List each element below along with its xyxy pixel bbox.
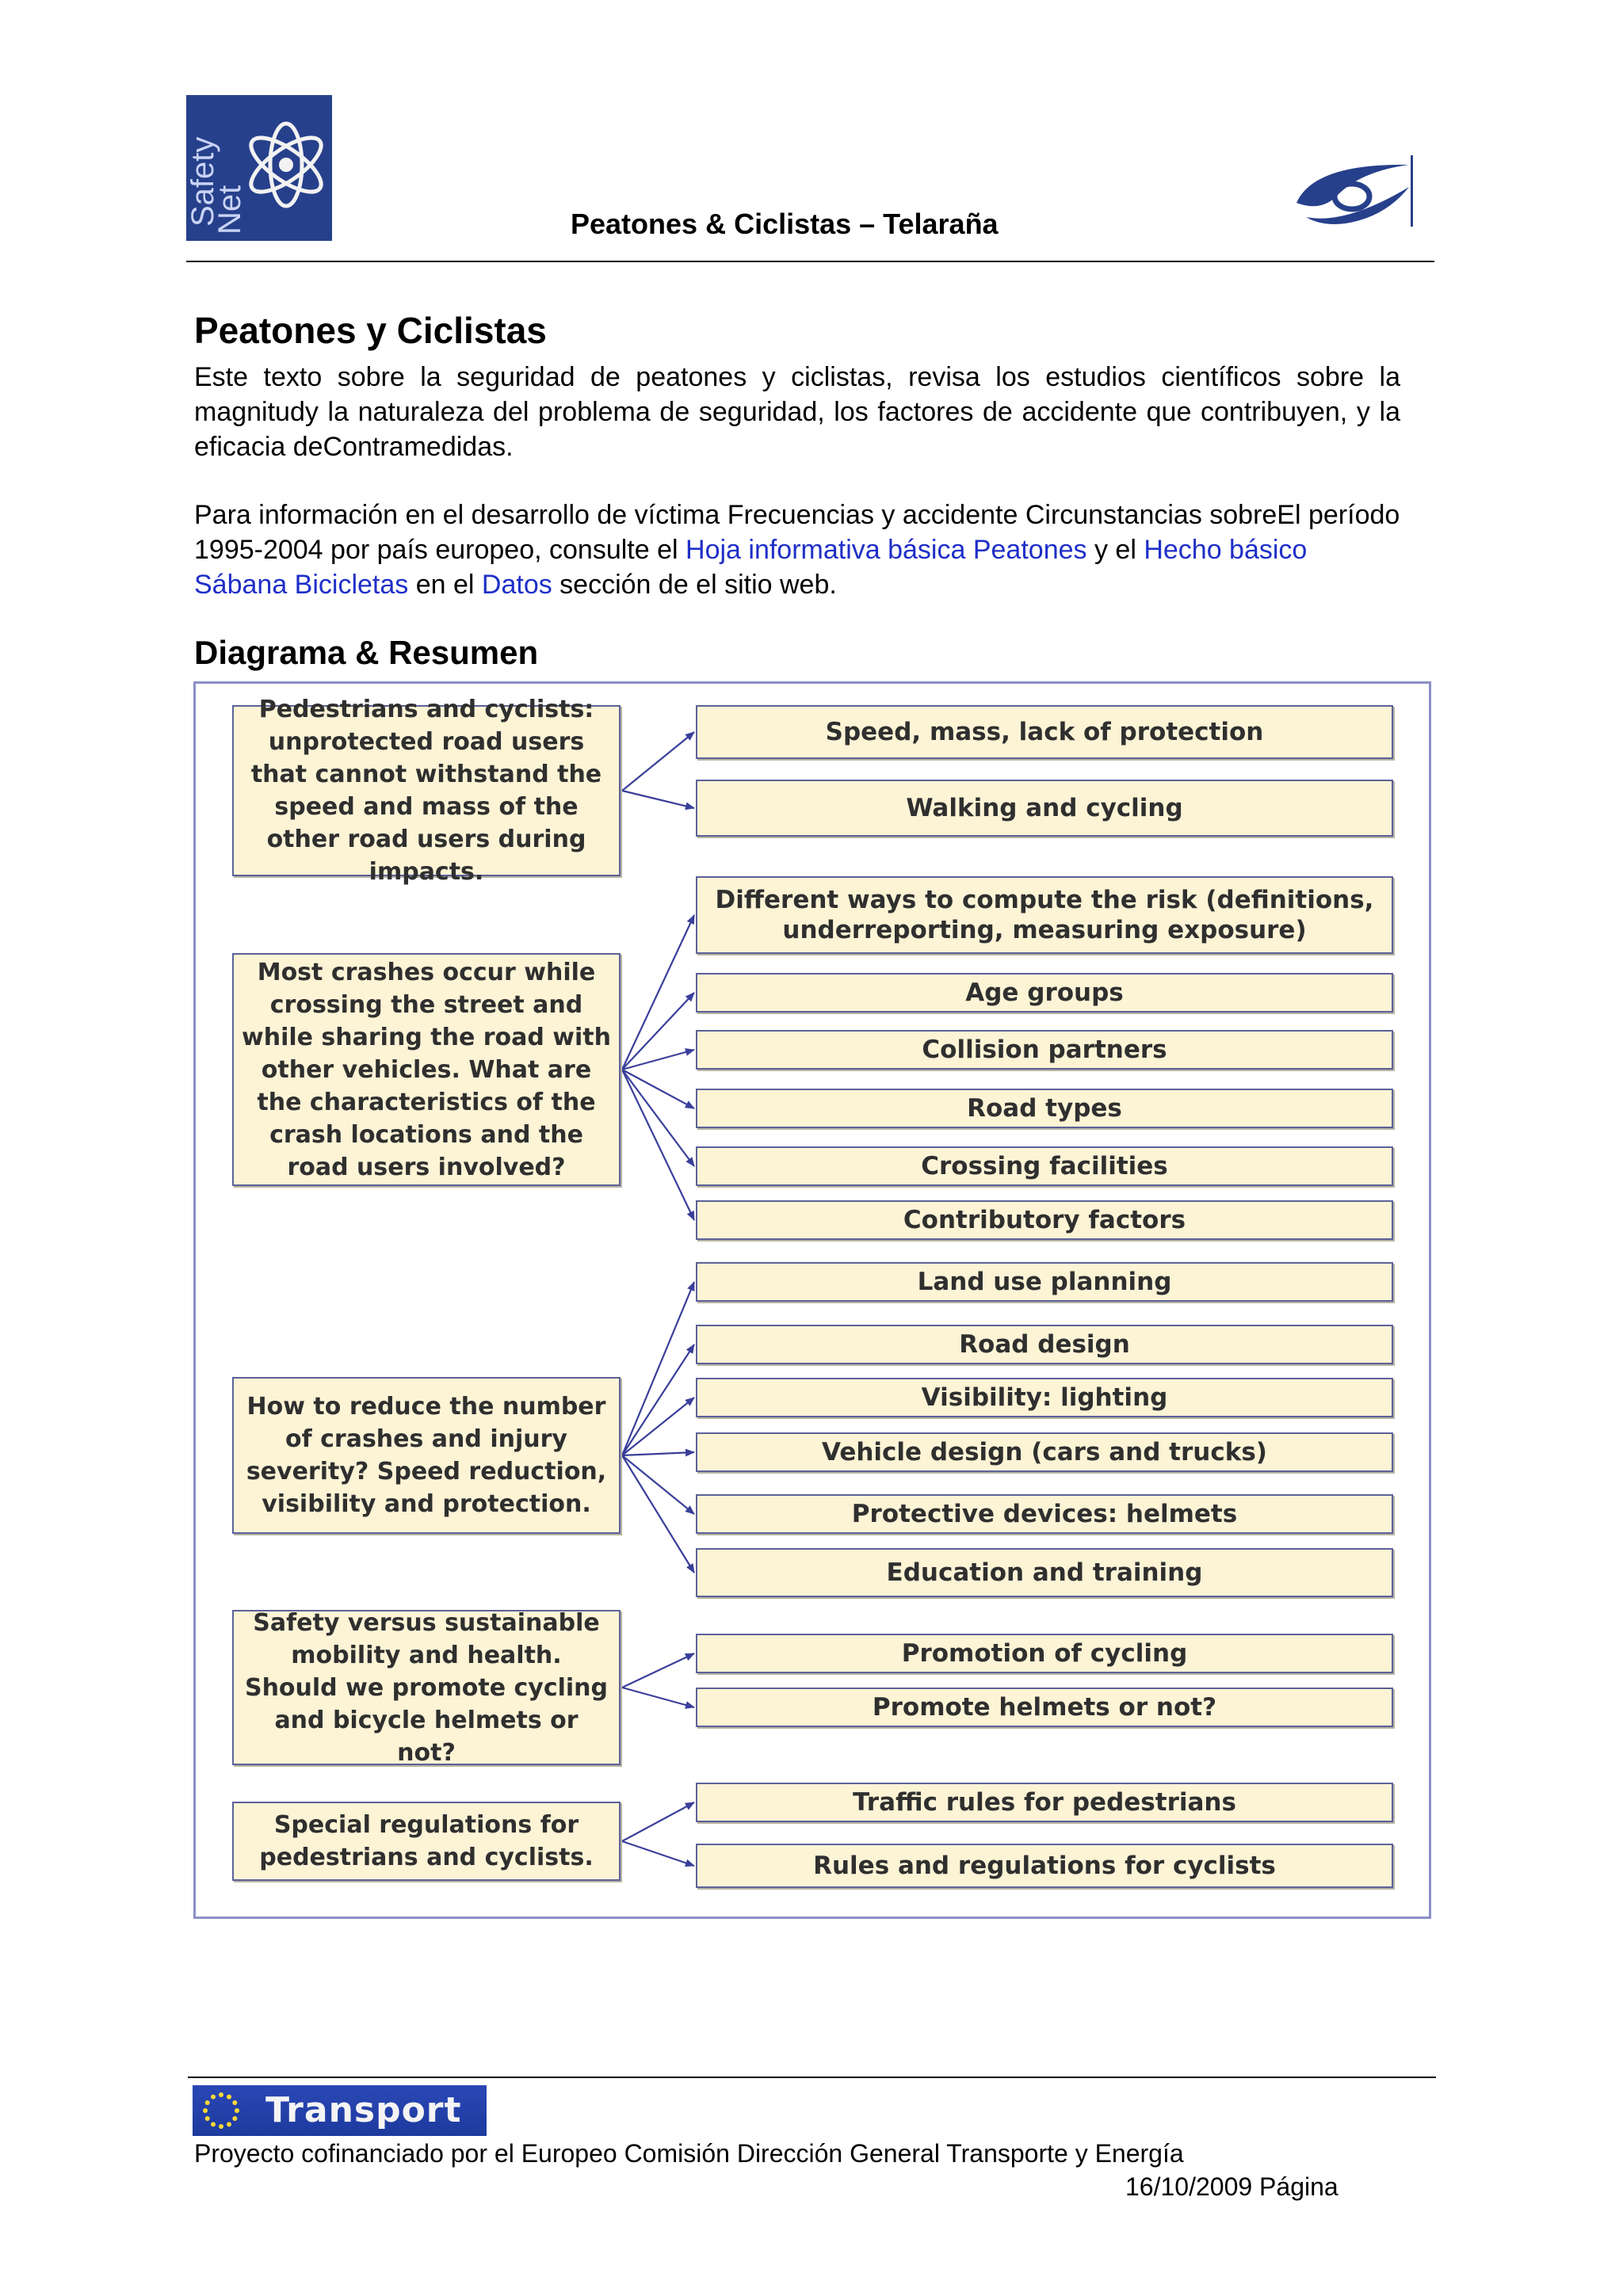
safetynet-logo xyxy=(186,95,332,241)
intro-paragraph: Este texto sobre la seguridad de peatones y ciclistas, revisa los estudios científicos sobre la magnitudy la naturaleza del problema de seguridad, los factores de accidente que contribuyen, y la eficacia deContramedidas. xyxy=(194,362,1400,462)
topic-box: Speed, mass, lack of protection xyxy=(696,705,1393,759)
topic-box: Walking and cycling xyxy=(696,780,1393,837)
logo-text-net: Net xyxy=(212,185,247,235)
diagram-arrow xyxy=(622,1344,694,1455)
eu-star xyxy=(232,2116,237,2121)
topic-box: Age groups xyxy=(696,973,1393,1013)
diagram-arrow xyxy=(622,1452,694,1455)
topic-box: Road types xyxy=(696,1089,1393,1128)
question-box: Most crashes occur while crossing the street and while sharing the road with other vehicles. What are the characteristics of the crash locations and the road users involved? xyxy=(232,953,621,1186)
info-text-1: Para información en el desarrollo de víctima Frecuencias y accidente Circunstancias sobreEl período 1995-2004 por país europeo, consulte el xyxy=(194,500,1400,565)
topic-box: Crossing facilities xyxy=(696,1146,1393,1186)
eu-star xyxy=(219,2124,223,2129)
link-data-section[interactable]: Datos xyxy=(481,570,552,600)
diagram-arrow xyxy=(622,993,694,1070)
diagram-arrow xyxy=(622,1455,694,1514)
eu-star xyxy=(227,2095,231,2100)
info-paragraph xyxy=(194,498,1400,602)
diagram-arrow xyxy=(622,915,694,1070)
topic-box: Road design xyxy=(696,1325,1393,1364)
diagram-arrow xyxy=(622,1841,694,1866)
topic-box: Collision partners xyxy=(696,1030,1393,1070)
topic-box: Visibility: lighting xyxy=(696,1378,1393,1417)
topic-box: Different ways to compute the risk (definitions, underreporting, measuring exposure) xyxy=(696,876,1393,954)
eu-star xyxy=(203,2108,208,2113)
atom-icon xyxy=(234,95,332,241)
ec-logo-icon xyxy=(1290,155,1423,228)
question-box: How to reduce the number of crashes and injury severity? Speed reduction, visibility and protection. xyxy=(232,1377,621,1534)
topic-box: Promotion of cycling xyxy=(696,1634,1393,1673)
eu-star xyxy=(227,2122,231,2126)
eu-star xyxy=(211,2122,216,2126)
diagram-arrow xyxy=(622,732,694,791)
footer-date-page: 16/10/2009 Página xyxy=(1125,2172,1338,2201)
header-title: Peatones & Ciclistas – Telaraña xyxy=(571,208,999,240)
transport-logo xyxy=(193,2085,487,2136)
eu-star xyxy=(235,2108,239,2113)
topic-box: Education and training xyxy=(696,1548,1393,1597)
info-text-3: en el xyxy=(408,570,482,600)
eu-star xyxy=(205,2100,210,2105)
eu-flag-icon xyxy=(199,2088,243,2133)
topic-box: Land use planning xyxy=(696,1262,1393,1302)
header-divider xyxy=(186,261,1434,262)
topic-box: Promote helmets or not? xyxy=(696,1688,1393,1727)
topic-box: Rules and regulations for cyclists xyxy=(696,1844,1393,1888)
diagram-arrow xyxy=(622,791,694,808)
info-text-4: sección de el sitio web. xyxy=(552,570,837,600)
eu-star xyxy=(232,2100,237,2105)
footer-divider xyxy=(188,2077,1436,2078)
diagram-arrow xyxy=(622,1070,694,1166)
diagram-arrow xyxy=(622,1802,694,1841)
section-heading: Peatones y Ciclistas xyxy=(194,310,547,351)
footer-project-text: Proyecto cofinanciado por el Europeo Comisión Dirección General Transporte y Energía xyxy=(194,2139,1184,2168)
eu-star xyxy=(211,2095,216,2100)
diagram-arrow xyxy=(622,1688,694,1707)
question-box: Pedestrians and cyclists: unprotected road users that cannot withstand the speed and mass of the other road users during impacts. xyxy=(232,705,621,876)
diagram-arrow xyxy=(622,1070,694,1220)
diagram-arrow xyxy=(622,1282,694,1455)
topic-box: Vehicle design (cars and trucks) xyxy=(696,1432,1393,1472)
transport-label: Transport xyxy=(265,2090,462,2130)
diagram-arrow xyxy=(622,1398,694,1455)
logo-text-safety: Safety xyxy=(185,136,220,227)
topic-box: Traffic rules for pedestrians xyxy=(696,1783,1393,1822)
link-bicycles-factsheet[interactable]: Hecho básico Sábana Bicicletas xyxy=(194,535,1308,600)
eu-star xyxy=(219,2092,223,2097)
question-box: Safety versus sustainable mobility and health. Should we promote cycling and bicycle helmets or not? xyxy=(232,1610,621,1765)
info-text-2: y el xyxy=(1086,535,1144,565)
diagram-arrow xyxy=(622,1653,694,1688)
link-pedestrians-factsheet[interactable]: Hoja informativa básica Peatones xyxy=(685,535,1087,565)
question-box: Special regulations for pedestrians and cyclists. xyxy=(232,1802,621,1881)
diagram-heading: Diagrama & Resumen xyxy=(194,634,539,671)
diagram-arrow xyxy=(622,1050,694,1070)
topic-box: Protective devices: helmets xyxy=(696,1494,1393,1534)
topic-box: Contributory factors xyxy=(696,1200,1393,1240)
diagram-arrow xyxy=(622,1455,694,1573)
diagram-arrow xyxy=(622,1070,694,1108)
eu-star xyxy=(205,2116,210,2121)
